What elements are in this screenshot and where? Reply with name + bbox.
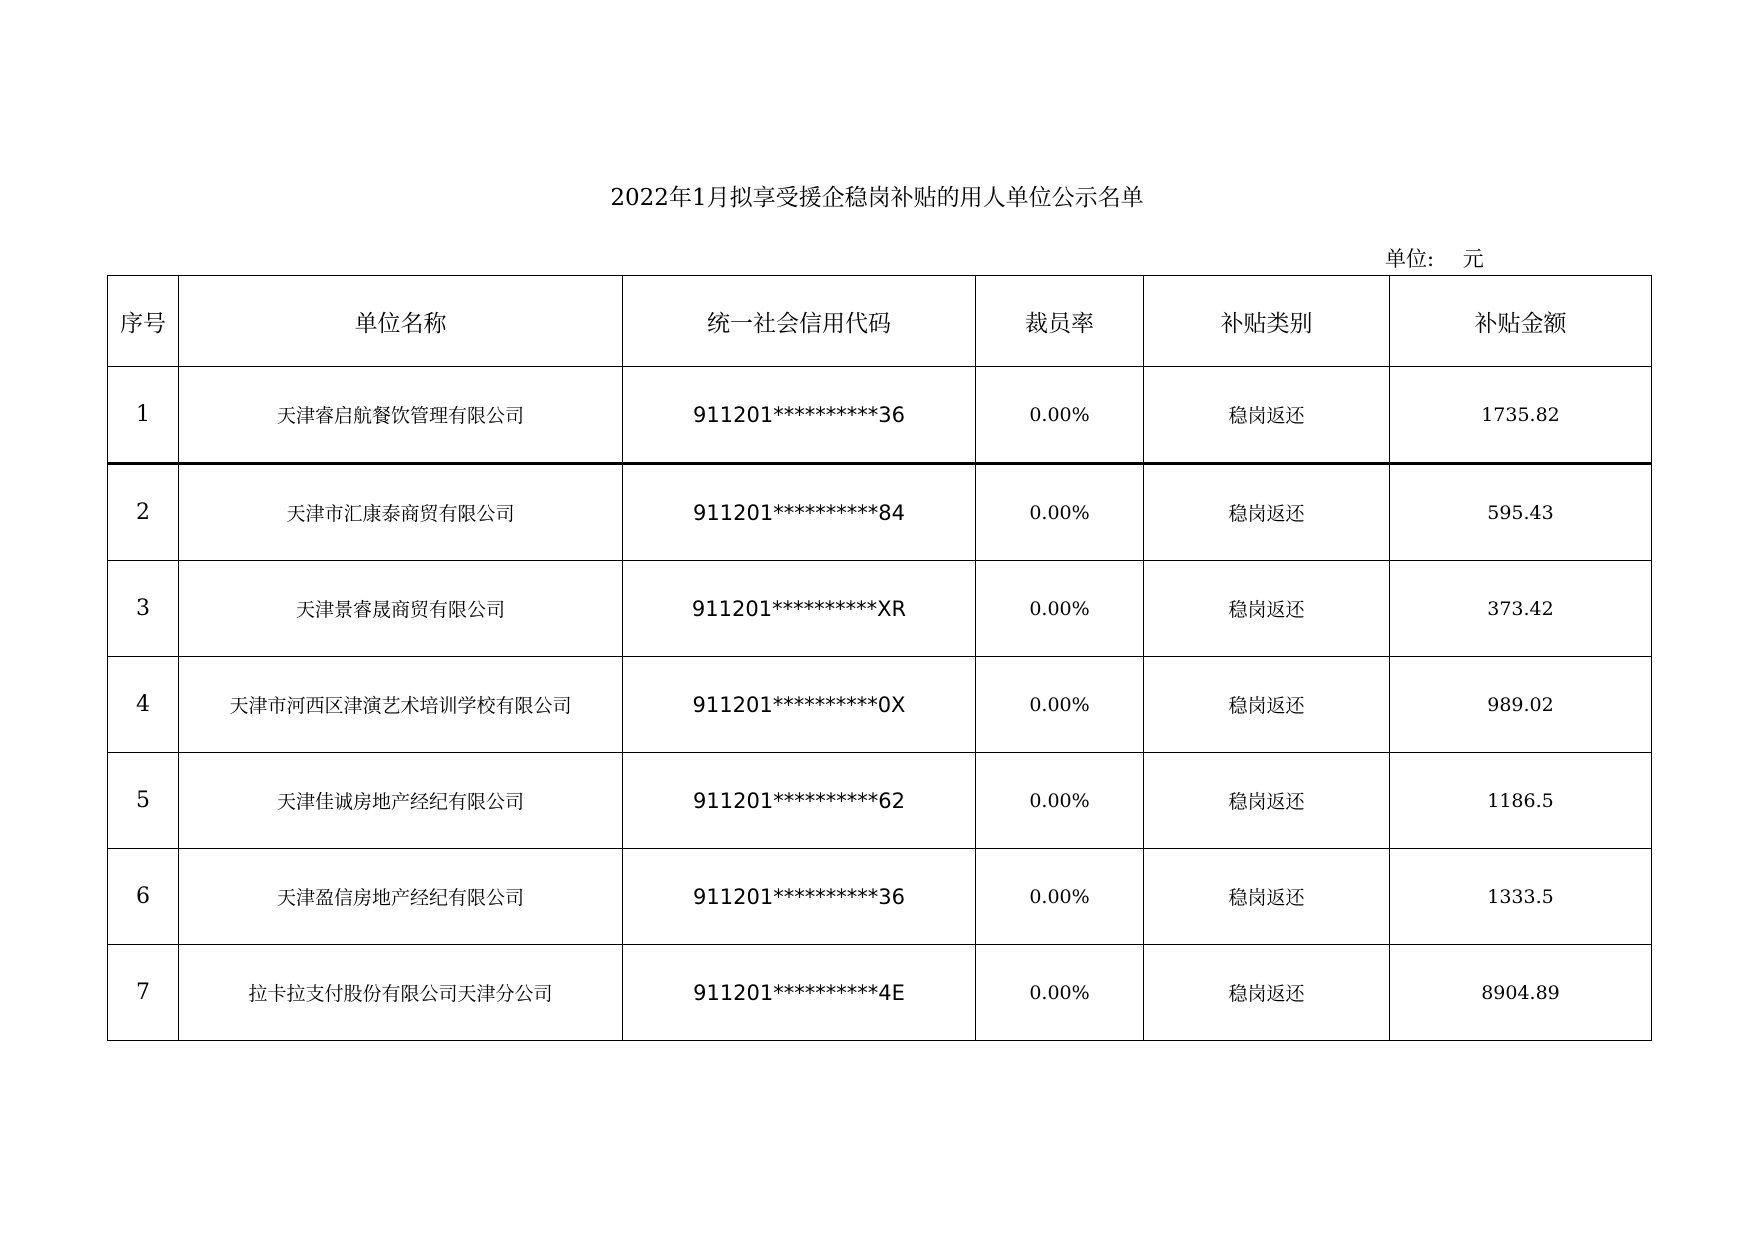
cell-index: 5 bbox=[108, 753, 179, 849]
cell-name: 天津市汇康泰商贸有限公司 bbox=[179, 464, 623, 561]
cell-layoff-rate: 0.00% bbox=[976, 753, 1144, 849]
cell-name: 拉卡拉支付股份有限公司天津分公司 bbox=[179, 945, 623, 1041]
table-row bbox=[108, 849, 1652, 945]
cell-subsidy-type: 稳岗返还 bbox=[1144, 849, 1390, 945]
cell-credit-code: 911201**********4E bbox=[623, 945, 976, 1041]
cell-index: 1 bbox=[108, 367, 179, 464]
cell-credit-code: 911201**********36 bbox=[623, 849, 976, 945]
cell-name: 天津睿启航餐饮管理有限公司 bbox=[179, 367, 623, 464]
cell-layoff-rate: 0.00% bbox=[976, 367, 1144, 464]
cell-name: 天津盈信房地产经纪有限公司 bbox=[179, 849, 623, 945]
cell-layoff-rate: 0.00% bbox=[976, 561, 1144, 657]
currency-unit bbox=[1385, 245, 1685, 273]
cell-subsidy-amount: 989.02 bbox=[1390, 657, 1652, 753]
header-credit-code: 统一社会信用代码 bbox=[623, 276, 976, 367]
header-name: 单位名称 bbox=[179, 276, 623, 367]
cell-subsidy-type: 稳岗返还 bbox=[1144, 753, 1390, 849]
cell-subsidy-amount: 373.42 bbox=[1390, 561, 1652, 657]
cell-name: 天津市河西区津演艺术培训学校有限公司 bbox=[179, 657, 623, 753]
table-row bbox=[108, 753, 1652, 849]
cell-index: 3 bbox=[108, 561, 179, 657]
cell-subsidy-type: 稳岗返还 bbox=[1144, 657, 1390, 753]
cell-subsidy-amount: 595.43 bbox=[1390, 464, 1652, 561]
unit-value: 元 bbox=[1462, 247, 1484, 271]
cell-layoff-rate: 0.00% bbox=[976, 657, 1144, 753]
table-row bbox=[108, 945, 1652, 1041]
subsidy-table bbox=[107, 275, 1652, 1041]
cell-name: 天津佳诚房地产经纪有限公司 bbox=[179, 753, 623, 849]
header-subsidy-type: 补贴类别 bbox=[1144, 276, 1390, 367]
header-subsidy-amount: 补贴金额 bbox=[1390, 276, 1652, 367]
table-row bbox=[108, 561, 1652, 657]
table-row bbox=[108, 367, 1652, 464]
cell-layoff-rate: 0.00% bbox=[976, 849, 1144, 945]
header-layoff-rate: 裁员率 bbox=[976, 276, 1144, 367]
header-index: 序号 bbox=[108, 276, 179, 367]
cell-credit-code: 911201**********XR bbox=[623, 561, 976, 657]
cell-index: 2 bbox=[108, 464, 179, 561]
cell-credit-code: 911201**********0X bbox=[623, 657, 976, 753]
page-title: 2022年1月拟享受援企稳岗补贴的用人单位公示名单 bbox=[610, 185, 1144, 211]
cell-subsidy-type: 稳岗返还 bbox=[1144, 945, 1390, 1041]
cell-layoff-rate: 0.00% bbox=[976, 464, 1144, 561]
cell-credit-code: 911201**********36 bbox=[623, 367, 976, 464]
cell-subsidy-amount: 1186.5 bbox=[1390, 753, 1652, 849]
cell-credit-code: 911201**********62 bbox=[623, 753, 976, 849]
unit-label: 单位: bbox=[1385, 247, 1435, 271]
cell-subsidy-type: 稳岗返还 bbox=[1144, 561, 1390, 657]
cell-index: 7 bbox=[108, 945, 179, 1041]
cell-layoff-rate: 0.00% bbox=[976, 945, 1144, 1041]
table-header-row bbox=[108, 276, 1652, 367]
cell-index: 6 bbox=[108, 849, 179, 945]
cell-credit-code: 911201**********84 bbox=[623, 464, 976, 561]
cell-name: 天津景睿晟商贸有限公司 bbox=[179, 561, 623, 657]
table-row bbox=[108, 464, 1652, 561]
table-row bbox=[108, 657, 1652, 753]
cell-subsidy-amount: 1333.5 bbox=[1390, 849, 1652, 945]
cell-subsidy-type: 稳岗返还 bbox=[1144, 367, 1390, 464]
cell-index: 4 bbox=[108, 657, 179, 753]
cell-subsidy-type: 稳岗返还 bbox=[1144, 464, 1390, 561]
cell-subsidy-amount: 8904.89 bbox=[1390, 945, 1652, 1041]
cell-subsidy-amount: 1735.82 bbox=[1390, 367, 1652, 464]
